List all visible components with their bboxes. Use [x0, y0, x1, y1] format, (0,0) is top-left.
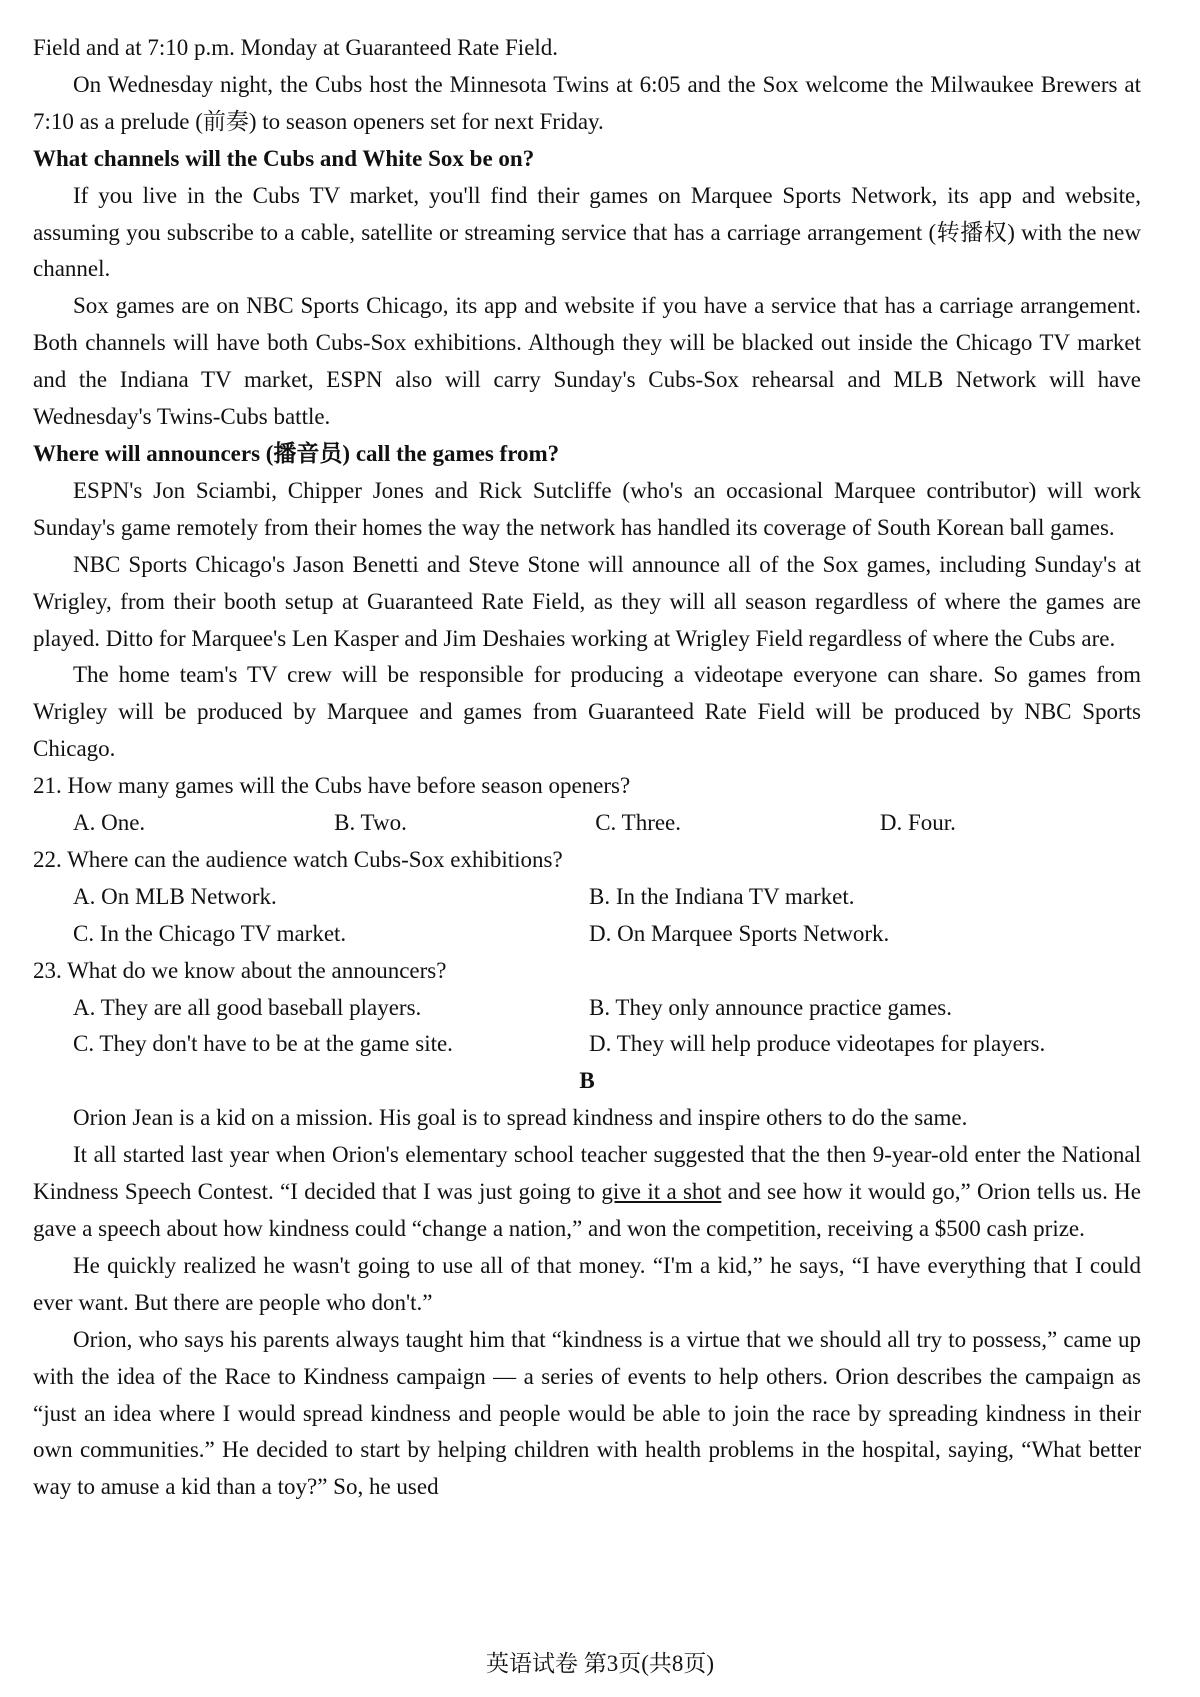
section-b-label: B	[579, 1068, 595, 1094]
text-run: It all started last year when Orion's elementary school teacher suggested that the then 9-year-old enter the National Kindness Speech Contest. “I decided that I was just going to	[33, 1142, 1141, 1205]
question-23-stem: 23. What do we know about the announcers?	[33, 957, 447, 983]
question-23-options-row2	[33, 1026, 1141, 1063]
question-21-stem: 21. How many games will the Cubs have before season openers?	[33, 773, 631, 799]
option-a: A. They are all good baseball players.	[73, 994, 422, 1020]
option-b: B. Two.	[334, 810, 407, 836]
paragraph: The home team's TV crew will be responsible for producing a videotape everyone can share. So games from Wrigley will be produced by Marquee and games from Guaranteed Rate Field will be produced by NBC Sports Chicago.	[33, 662, 1141, 762]
section-heading: Where will announcers (播音员) call the games from?	[33, 440, 560, 466]
option-a: A. On MLB Network.	[73, 883, 277, 909]
option-c: C. They don't have to be at the game site.	[73, 1031, 453, 1057]
option-d: D. Four.	[879, 810, 956, 836]
page-footer: 英语试卷 第3页(共8页)	[485, 1651, 715, 1676]
question-22-options-row1	[33, 879, 1141, 916]
option-b: B. They only announce practice games.	[589, 994, 952, 1020]
paragraph: ESPN's Jon Sciambi, Chipper Jones and Rick Sutcliffe (who's an occasional Marquee contributor) will work Sunday's game remotely from their homes the way the network has handled its coverage of South Korean ball games.	[33, 477, 1141, 540]
question-22-stem: 22. Where can the audience watch Cubs-Sox exhibitions?	[33, 846, 563, 872]
paragraph	[33, 1137, 1141, 1248]
option-c: C. In the Chicago TV market.	[73, 920, 347, 946]
option-b: B. In the Indiana TV market.	[589, 883, 855, 909]
paragraph: He quickly realized he wasn't going to use all of that money. “I'm a kid,” he says, “I have everything that I could ever want. But there are people who don't.”	[33, 1252, 1141, 1315]
exam-page	[33, 30, 1141, 1506]
underlined-phrase: give it a shot	[601, 1179, 722, 1205]
question-23-options-row1	[33, 990, 1141, 1027]
paragraph: NBC Sports Chicago's Jason Benetti and Steve Stone will announce all of the Sox games, including Sunday's at Wrigley, from their booth setup at Guaranteed Rate Field, as they will all season regardless of where the games are played. Ditto for Marquee's Len Kasper and Jim Deshaies working at Wrigley Field regardless of where the Cubs are.	[33, 551, 1141, 651]
paragraph: Sox games are on NBC Sports Chicago, its app and website if you have a service that has a carriage arrangement. Both channels will have both Cubs-Sox exhibitions. Although they will be blacked out inside the Chicago TV market and the Indiana TV market, ESPN also will carry Sunday's Cubs-Sox rehearsal and MLB Network will have Wednesday's Twins-Cubs battle.	[33, 293, 1141, 430]
option-d: D. They will help produce videotapes for players.	[589, 1031, 1046, 1057]
paragraph: Field and at 7:10 p.m. Monday at Guaranteed Rate Field.	[33, 35, 559, 60]
paragraph: On Wednesday night, the Cubs host the Minnesota Twins at 6:05 and the Sox welcome the Milwaukee Brewers at 7:10 as a prelude (前奏) to season openers set for next Friday.	[33, 71, 1141, 134]
paragraph: If you live in the Cubs TV market, you'll find their games on Marquee Sports Network, its app and website, assuming you subscribe to a cable, satellite or streaming service that has a carriage arrangement (转播权) with the new channel.	[33, 182, 1141, 282]
section-heading: What channels will the Cubs and White Sox be on?	[33, 145, 535, 171]
paragraph: Orion, who says his parents always taught him that “kindness is a virtue that we should all try to possess,” came up with the idea of the Race to Kindness campaign — a series of events to help others. Orion describes the campaign as “just an idea where I would spread kindness and people would be able to join the race by spreading kindness in their own communities.” He decided to start by helping children with health problems in the hospital, saying, “What better way to amuse a kid than a toy?” So, he used	[33, 1326, 1141, 1500]
question-22-options-row2	[33, 916, 1141, 953]
paragraph: Orion Jean is a kid on a mission. His goal is to spread kindness and inspire others to do the same.	[73, 1105, 968, 1131]
option-a: A. One.	[73, 810, 146, 836]
text-run: and see how it would go,” Orion tells us. He gave a speech about how kindness could “change a nation,” and won the competition, receiving a $500 cash prize.	[33, 1179, 1141, 1241]
option-c: C. Three.	[595, 810, 682, 836]
option-d: D. On Marquee Sports Network.	[589, 920, 890, 946]
question-21-options	[33, 805, 1141, 842]
